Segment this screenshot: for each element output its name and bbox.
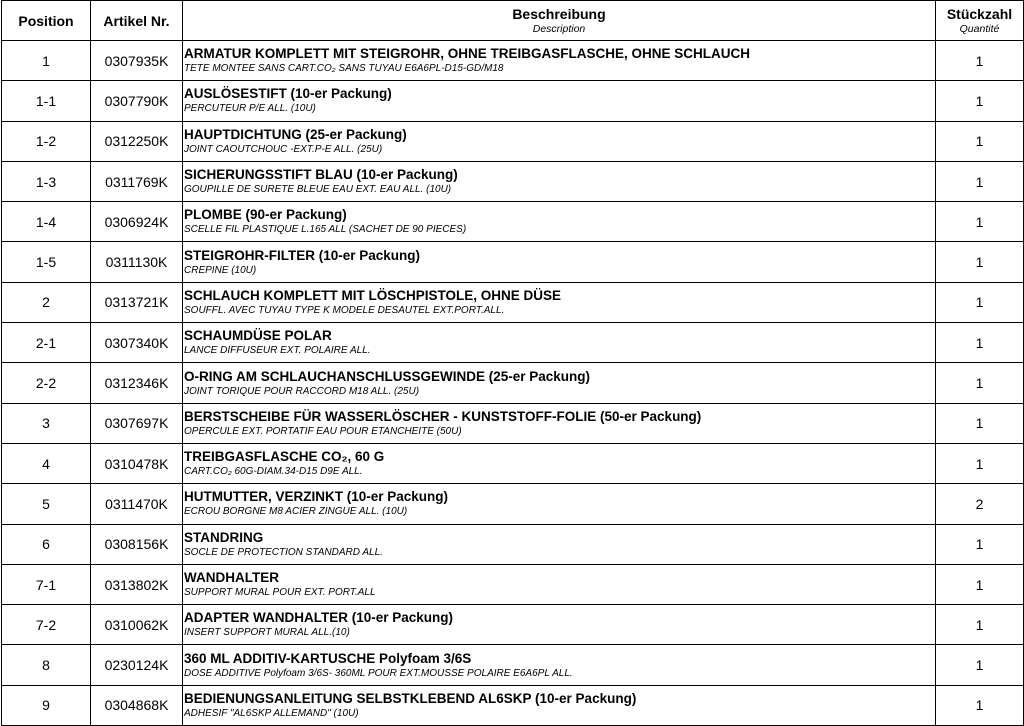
quantity-cell: 1 bbox=[936, 403, 1024, 443]
header-row bbox=[2, 1, 1024, 41]
table-row bbox=[2, 443, 1024, 483]
description-german: STANDRING bbox=[184, 529, 264, 545]
quantity-cell: 1 bbox=[936, 121, 1024, 161]
quantity-cell: 1 bbox=[936, 282, 1024, 322]
position-cell: 9 bbox=[2, 685, 91, 725]
description-cell bbox=[183, 121, 936, 161]
position-cell: 7-1 bbox=[2, 564, 91, 604]
description-german: SCHLAUCH KOMPLETT MIT LÖSCHPISTOLE, OHNE DÜSE bbox=[184, 287, 562, 303]
description-cell bbox=[183, 605, 936, 645]
article-number-cell: 0307790K bbox=[91, 81, 183, 121]
table-row bbox=[2, 605, 1024, 645]
position-cell: 7-2 bbox=[2, 605, 91, 645]
position-cell: 1-2 bbox=[2, 121, 91, 161]
position-cell: 6 bbox=[2, 524, 91, 564]
quantity-cell: 1 bbox=[936, 323, 1024, 363]
description-german: TREIBGASFLASCHE CO₂, 60 G bbox=[184, 449, 385, 465]
table-row bbox=[2, 202, 1024, 242]
position-cell: 4 bbox=[2, 443, 91, 483]
description-cell bbox=[183, 685, 936, 725]
quantity-cell: 1 bbox=[936, 81, 1024, 121]
article-number-cell: 0308156K bbox=[91, 524, 183, 564]
quantity-cell: 1 bbox=[936, 685, 1024, 725]
article-number-cell: 0311470K bbox=[91, 484, 183, 524]
description-cell bbox=[183, 645, 936, 685]
header-description-label: Description bbox=[532, 23, 586, 35]
description-french: SOUFFL. AVEC TUYAU TYPE K MODELE DESAUTEL EXT.PORT.ALL. bbox=[184, 304, 505, 316]
description-german: HUTMUTTER, VERZINKT (10-er Packung) bbox=[184, 489, 449, 505]
description-french: PERCUTEUR P/E ALL. (10U) bbox=[184, 103, 316, 115]
description-german: ADAPTER WANDHALTER (10-er Packung) bbox=[184, 610, 454, 626]
header-artikel: Artikel Nr. bbox=[91, 1, 183, 41]
position-cell: 1-1 bbox=[2, 81, 91, 121]
article-number-cell: 0306924K bbox=[91, 202, 183, 242]
article-number-cell: 0310062K bbox=[91, 605, 183, 645]
parts-table bbox=[1, 0, 1024, 726]
description-french: CART.CO₂ 60G-DIAM.34-D15 D9E ALL. bbox=[184, 466, 363, 478]
description-french: INSERT SUPPORT MURAL ALL.(10) bbox=[184, 627, 350, 639]
description-german: 360 ML ADDITIV-KARTUSCHE Polyfoam 3/6S bbox=[184, 650, 472, 666]
header-beschreibung bbox=[183, 1, 936, 41]
description-cell bbox=[183, 564, 936, 604]
description-cell bbox=[183, 443, 936, 483]
description-german: SCHAUMDÜSE POLAR bbox=[184, 328, 332, 344]
description-french: SUPPORT MURAL POUR EXT. PORT.ALL bbox=[184, 587, 376, 598]
position-cell: 5 bbox=[2, 484, 91, 524]
description-french: OPERCULE EXT. PORTATIF EAU POUR ETANCHEITE (50U) bbox=[184, 425, 462, 437]
description-cell bbox=[183, 323, 936, 363]
description-german: STEIGROHR-FILTER (10-er Packung) bbox=[184, 247, 421, 263]
article-number-cell: 0307340K bbox=[91, 323, 183, 363]
article-number-cell: 0312346K bbox=[91, 363, 183, 403]
article-number-cell: 0311769K bbox=[91, 161, 183, 201]
description-german: ARMATUR KOMPLETT MIT STEIGROHR, OHNE TREIBGASFLASCHE, OHNE SCHLAUCH bbox=[184, 46, 750, 62]
description-french: JOINT CAOUTCHOUC -EXT.P-E ALL. (25U) bbox=[184, 143, 383, 155]
position-cell: 3 bbox=[2, 403, 91, 443]
description-german: BERSTSCHEIBE FÜR WASSERLÖSCHER - KUNSTSTOFF-FOLIE (50-er Packung) bbox=[184, 408, 702, 424]
description-cell bbox=[183, 403, 936, 443]
table-row bbox=[2, 403, 1024, 443]
table-row bbox=[2, 81, 1024, 121]
table-row bbox=[2, 242, 1024, 282]
description-german: PLOMBE (90-er Packung) bbox=[184, 207, 347, 223]
header-position: Position bbox=[2, 1, 91, 41]
description-cell bbox=[183, 161, 936, 201]
description-cell bbox=[183, 484, 936, 524]
table-row bbox=[2, 685, 1024, 725]
position-cell: 1-5 bbox=[2, 242, 91, 282]
description-cell bbox=[183, 41, 936, 81]
header-stueckzahl bbox=[936, 1, 1024, 41]
header-quantite-label: Quantité bbox=[959, 23, 1000, 35]
description-french: JOINT TORIQUE POUR RACCORD M18 ALL. (25U) bbox=[184, 385, 420, 397]
table-row bbox=[2, 323, 1024, 363]
description-cell bbox=[183, 282, 936, 322]
table-row bbox=[2, 564, 1024, 604]
quantity-cell: 1 bbox=[936, 363, 1024, 403]
description-french: SOCLE DE PROTECTION STANDARD ALL. bbox=[184, 546, 383, 558]
description-cell bbox=[183, 524, 936, 564]
description-german: BEDIENUNGSANLEITUNG SELBSTKLEBEND AL6SKP (10-er Packung) bbox=[184, 690, 637, 706]
article-number-cell: 0307935K bbox=[91, 41, 183, 81]
article-number-cell: 0312250K bbox=[91, 121, 183, 161]
article-number-cell: 0230124K bbox=[91, 645, 183, 685]
article-number-cell: 0311130K bbox=[91, 242, 183, 282]
table-row bbox=[2, 121, 1024, 161]
position-cell: 2-2 bbox=[2, 363, 91, 403]
article-number-cell: 0310478K bbox=[91, 443, 183, 483]
quantity-cell: 1 bbox=[936, 524, 1024, 564]
table-row bbox=[2, 363, 1024, 403]
description-french: TETE MONTEE SANS CART.CO₂ SANS TUYAU E6A6PL-D15-GD/M18 bbox=[184, 63, 504, 75]
description-french: LANCE DIFFUSEUR EXT. POLAIRE ALL. bbox=[184, 345, 371, 357]
quantity-cell: 1 bbox=[936, 161, 1024, 201]
position-cell: 8 bbox=[2, 645, 91, 685]
description-french: CREPINE (10U) bbox=[184, 264, 257, 276]
table-row bbox=[2, 645, 1024, 685]
article-number-cell: 0313802K bbox=[91, 564, 183, 604]
header-stueckzahl-label: Stückzahl bbox=[946, 6, 1013, 22]
quantity-cell: 1 bbox=[936, 564, 1024, 604]
quantity-cell: 1 bbox=[936, 605, 1024, 645]
description-german: O-RING AM SCHLAUCHANSCHLUSSGEWINDE (25-er Packung) bbox=[184, 368, 591, 384]
table-row bbox=[2, 484, 1024, 524]
quantity-cell: 1 bbox=[936, 242, 1024, 282]
position-cell: 1 bbox=[2, 41, 91, 81]
description-french: DOSE ADDITIVE Polyfoam 3/6S- 360ML POUR EXT.MOUSSE POLAIRE E6A6PL ALL. bbox=[184, 667, 573, 679]
description-french: ECROU BORGNE M8 ACIER ZINGUE ALL. (10U) bbox=[184, 506, 408, 518]
position-cell: 1-3 bbox=[2, 161, 91, 201]
table-row bbox=[2, 161, 1024, 201]
quantity-cell: 1 bbox=[936, 202, 1024, 242]
description-cell bbox=[183, 202, 936, 242]
table-row bbox=[2, 41, 1024, 81]
article-number-cell: 0304868K bbox=[91, 685, 183, 725]
quantity-cell: 1 bbox=[936, 443, 1024, 483]
quantity-cell: 1 bbox=[936, 645, 1024, 685]
position-cell: 2 bbox=[2, 282, 91, 322]
quantity-cell: 2 bbox=[936, 484, 1024, 524]
description-german: WANDHALTER bbox=[184, 570, 279, 585]
table-row bbox=[2, 524, 1024, 564]
description-french: ADHESIF "AL6SKP ALLEMAND" (10U) bbox=[184, 707, 359, 719]
quantity-cell: 1 bbox=[936, 41, 1024, 81]
article-number-cell: 0307697K bbox=[91, 403, 183, 443]
description-cell bbox=[183, 363, 936, 403]
position-cell: 1-4 bbox=[2, 202, 91, 242]
description-cell bbox=[183, 81, 936, 121]
header-beschreibung-label: Beschreibung bbox=[512, 6, 606, 22]
description-french: GOUPILLE DE SURETE BLEUE EAU EXT. EAU ALL. (10U) bbox=[184, 184, 452, 196]
position-cell: 2-1 bbox=[2, 323, 91, 363]
description-german: AUSLÖSESTIFT (10-er Packung) bbox=[184, 86, 392, 102]
description-cell bbox=[183, 242, 936, 282]
description-french: SCELLE FIL PLASTIQUE L.165 ALL (SACHET DE 90 PIECES) bbox=[184, 224, 467, 236]
article-number-cell: 0313721K bbox=[91, 282, 183, 322]
description-german: HAUPTDICHTUNG (25-er Packung) bbox=[184, 126, 407, 142]
table-row bbox=[2, 282, 1024, 322]
description-german: SICHERUNGSSTIFT BLAU (10-er Packung) bbox=[184, 167, 458, 183]
